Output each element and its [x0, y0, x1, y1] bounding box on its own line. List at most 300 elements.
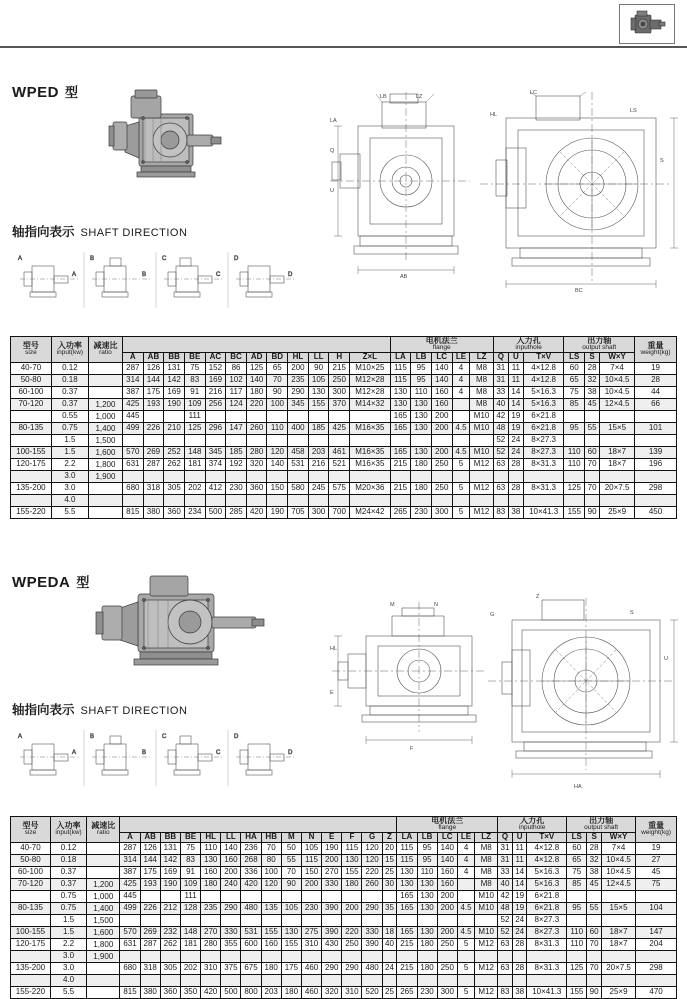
cell: 0.75 — [51, 422, 88, 434]
cell: 1,400 — [88, 422, 122, 434]
cell — [11, 434, 52, 446]
cell: 75 — [567, 866, 587, 878]
cell: 6×21.8 — [527, 902, 567, 914]
cell: 310 — [301, 938, 321, 950]
col-ratio-en-2: ratio — [96, 829, 110, 837]
col-la: LA — [397, 833, 417, 842]
cell: 0.37 — [51, 386, 88, 398]
cell: 570 — [123, 446, 144, 458]
col-output-group — [564, 337, 635, 353]
cell: 14 — [512, 878, 527, 890]
col-power-2 — [50, 817, 86, 843]
cell: 175 — [140, 866, 160, 878]
cell: 105 — [301, 842, 321, 854]
cell: 330 — [221, 926, 241, 938]
cell: 7×4 — [600, 362, 635, 374]
col-a: A — [123, 353, 144, 362]
cell: 131 — [160, 842, 180, 854]
cell: 10×4.5 — [601, 866, 635, 878]
cell — [475, 914, 498, 926]
cell: 160 — [431, 386, 452, 398]
cell: 150 — [267, 482, 288, 494]
cell — [636, 914, 677, 926]
cell — [587, 914, 602, 926]
cell: 160 — [437, 866, 457, 878]
cell: 110 — [411, 386, 432, 398]
col-ratio-cn: 减速比 — [93, 340, 118, 350]
cell — [457, 890, 474, 902]
cell — [205, 410, 226, 422]
cell: 70 — [585, 482, 600, 494]
cell: 44 — [635, 386, 677, 398]
cell — [523, 470, 564, 482]
cell: 345 — [205, 446, 226, 458]
cell: 5 — [452, 458, 470, 470]
cell — [140, 950, 160, 962]
cell: 110 — [567, 938, 587, 950]
cell: 180 — [342, 878, 362, 890]
cell: 5.5 — [50, 986, 86, 998]
cell: 250 — [437, 962, 457, 974]
cell: 40-70 — [11, 842, 51, 854]
cell: 252 — [164, 446, 185, 458]
cell — [143, 410, 164, 422]
header-row-1 — [11, 337, 677, 353]
cell: 63 — [493, 458, 508, 470]
cell — [585, 470, 600, 482]
cell: 130 — [411, 410, 432, 422]
cell: 31 — [498, 854, 513, 866]
cell: M8 — [475, 866, 498, 878]
cell — [437, 914, 457, 926]
cell: 48 — [498, 902, 513, 914]
cell: M12 — [470, 458, 493, 470]
col-size-cn-2: 型号 — [22, 820, 39, 830]
cell: 1,800 — [87, 938, 120, 950]
cell: 1,200 — [87, 878, 120, 890]
cell: 155 — [567, 986, 587, 998]
cell — [241, 974, 261, 986]
cell — [201, 974, 221, 986]
table-row — [11, 494, 677, 506]
cell: 28 — [587, 842, 602, 854]
cell: 110 — [567, 926, 587, 938]
cell: 140 — [431, 362, 452, 374]
cell: M8 — [470, 362, 493, 374]
cell — [267, 434, 288, 446]
col-ratio-cn-2: 减速比 — [91, 820, 116, 830]
cell: 460 — [301, 986, 321, 998]
cell: 115 — [390, 374, 411, 386]
cell: 193 — [143, 398, 164, 410]
cell: 40 — [382, 938, 397, 950]
cell — [382, 974, 397, 986]
cell: 180 — [246, 386, 267, 398]
table-row — [11, 890, 677, 902]
cell: 200 — [437, 926, 457, 938]
cell — [261, 914, 281, 926]
cell: 15×5 — [600, 422, 635, 434]
cell — [87, 866, 120, 878]
cell — [457, 914, 474, 926]
cell: 175 — [143, 386, 164, 398]
cell: 531 — [288, 458, 309, 470]
cell: 212 — [160, 902, 180, 914]
cell: 4×12.8 — [523, 362, 564, 374]
cell — [226, 434, 247, 446]
cell — [87, 974, 120, 986]
cell: 147 — [636, 926, 677, 938]
col-la: LA — [390, 353, 411, 362]
table-body-2 — [11, 842, 677, 998]
cell: 1.5 — [51, 434, 88, 446]
cell — [288, 494, 309, 506]
cell — [120, 974, 140, 986]
cell: 24 — [512, 926, 527, 938]
cell: 130 — [390, 386, 411, 398]
cell — [329, 494, 350, 506]
cell: M16×35 — [350, 458, 391, 470]
col-weight-en-2: weight(kg) — [641, 829, 672, 837]
cell: M10 — [475, 926, 498, 938]
section-title-text-2: WPEDA — [12, 574, 71, 591]
cell — [397, 974, 417, 986]
cell — [246, 470, 267, 482]
cell: 75 — [184, 362, 205, 374]
cell: 0.12 — [51, 362, 88, 374]
cell: 0.75 — [50, 902, 86, 914]
table-row — [11, 458, 677, 470]
cell: M12 — [470, 506, 493, 518]
col-size-cn: 型号 — [22, 340, 39, 350]
cell: M12 — [475, 962, 498, 974]
cell: 300 — [329, 386, 350, 398]
cell: 2.2 — [50, 938, 86, 950]
cell: 1.5 — [50, 914, 86, 926]
cell: 0.37 — [50, 866, 86, 878]
cell: 350 — [180, 986, 200, 998]
cell: 500 — [221, 986, 241, 998]
table-row — [11, 950, 677, 962]
shaft-direction-diagrams-wped — [10, 252, 300, 312]
cell: 10×41.3 — [523, 506, 564, 518]
cell: 65 — [567, 854, 587, 866]
spec-table-wpeda — [10, 816, 677, 999]
cell — [564, 470, 585, 482]
header-row-1-b — [11, 817, 677, 833]
cell: M8 — [470, 386, 493, 398]
cell — [342, 914, 362, 926]
cell: 130 — [411, 422, 432, 434]
section-title-text: WPED — [12, 84, 59, 101]
cell: 110 — [267, 422, 288, 434]
cell — [350, 470, 391, 482]
cell: 95 — [417, 842, 437, 854]
table-row — [11, 914, 677, 926]
cell — [322, 914, 342, 926]
cell: 210 — [164, 422, 185, 434]
cell: 60 — [587, 926, 602, 938]
col-power-cn-2: 入功率 — [56, 820, 81, 830]
cell: 345 — [288, 398, 309, 410]
col-u: U — [508, 353, 523, 362]
cell: 320 — [246, 458, 267, 470]
cell: 63 — [493, 482, 508, 494]
cell: 0.12 — [50, 842, 86, 854]
cell: 287 — [120, 842, 140, 854]
cell — [261, 890, 281, 902]
cell: 460 — [301, 962, 321, 974]
cell: 420 — [241, 878, 261, 890]
cell: 120 — [362, 854, 382, 866]
table-row — [11, 422, 677, 434]
product-image-wped — [95, 82, 235, 192]
cell: 165 — [397, 890, 417, 902]
cell: 130 — [417, 878, 437, 890]
cell: 130 — [417, 890, 437, 902]
cell: 216 — [308, 458, 329, 470]
cell — [201, 890, 221, 902]
cell — [527, 974, 567, 986]
cell: 165 — [390, 422, 411, 434]
cell — [329, 434, 350, 446]
cell — [601, 914, 635, 926]
cell: 28 — [508, 482, 523, 494]
col-hl: HL — [288, 353, 309, 362]
cell: 40 — [493, 398, 508, 410]
cell: 8×27.3 — [523, 434, 564, 446]
cell: 95 — [567, 902, 587, 914]
cell: 95 — [564, 422, 585, 434]
cell — [329, 470, 350, 482]
svg-text:A: A — [18, 734, 23, 740]
cell: 52 — [493, 434, 508, 446]
cell: 100-155 — [11, 446, 52, 458]
cell: 269 — [143, 446, 164, 458]
cell: 11 — [508, 362, 523, 374]
col-dimensions-spacer — [123, 337, 391, 353]
cell: 19 — [636, 842, 677, 854]
cell: 8×31.3 — [527, 938, 567, 950]
cell — [160, 890, 180, 902]
cell: 126 — [143, 362, 164, 374]
cell — [267, 494, 288, 506]
cell: 330 — [322, 878, 342, 890]
cell: 155-220 — [11, 986, 51, 998]
cell: 140 — [431, 374, 452, 386]
cell: 4.0 — [50, 974, 86, 986]
cell: 45 — [585, 398, 600, 410]
cell — [87, 842, 120, 854]
cell — [457, 974, 474, 986]
cell: 280 — [201, 938, 221, 950]
cell — [143, 494, 164, 506]
cell: 380 — [143, 506, 164, 518]
cell: 390 — [322, 902, 342, 914]
table-head-2 — [11, 817, 677, 843]
cell: 14 — [508, 386, 523, 398]
cell: 200 — [431, 446, 452, 458]
cell: 181 — [180, 938, 200, 950]
cell: 19 — [508, 410, 523, 422]
cell: M16×35 — [350, 446, 391, 458]
cell: 18×7 — [600, 458, 635, 470]
cell: 95 — [417, 854, 437, 866]
col-hl: HL — [201, 833, 221, 842]
cell — [164, 410, 185, 422]
cell: 55 — [281, 854, 301, 866]
cell: 185 — [308, 422, 329, 434]
cell: 60-100 — [11, 386, 52, 398]
cell: 55 — [587, 902, 602, 914]
col-ll: LL — [221, 833, 241, 842]
cell — [523, 494, 564, 506]
cell: 5 — [457, 986, 474, 998]
cell: 420 — [201, 986, 221, 998]
cell: 95 — [411, 362, 432, 374]
cell: 215 — [397, 962, 417, 974]
cell: 181 — [184, 458, 205, 470]
cell: 165 — [397, 902, 417, 914]
cell — [350, 434, 391, 446]
cell: 5×16.3 — [527, 878, 567, 890]
table-row — [11, 974, 677, 986]
cell — [417, 950, 437, 962]
svg-text:C: C — [162, 256, 167, 262]
col-s: S — [585, 353, 600, 362]
cell — [350, 494, 391, 506]
cell — [205, 470, 226, 482]
cell — [587, 890, 602, 902]
col-u: U — [512, 833, 527, 842]
cell — [88, 482, 122, 494]
svg-text:S: S — [660, 158, 664, 164]
cell — [382, 890, 397, 902]
table-row — [11, 866, 677, 878]
cell — [411, 494, 432, 506]
cell: 110 — [564, 458, 585, 470]
cell: M12 — [470, 482, 493, 494]
cell — [475, 950, 498, 962]
cell: 461 — [329, 446, 350, 458]
cell: 226 — [143, 422, 164, 434]
cell: 200 — [322, 854, 342, 866]
svg-text:G: G — [490, 612, 495, 618]
cell — [567, 950, 587, 962]
cell — [567, 914, 587, 926]
svg-text:U: U — [664, 656, 668, 662]
cell: 200 — [431, 422, 452, 434]
cell — [498, 950, 513, 962]
cell: 83 — [498, 986, 513, 998]
cell: 387 — [123, 386, 144, 398]
cell: 155 — [342, 866, 362, 878]
cell — [11, 470, 52, 482]
cell — [11, 410, 52, 422]
col-f: F — [342, 833, 362, 842]
cell — [246, 494, 267, 506]
cell: 265 — [390, 506, 411, 518]
cell: M12×28 — [350, 386, 391, 398]
cell: 202 — [184, 482, 205, 494]
cell — [362, 974, 382, 986]
cell: 425 — [123, 398, 144, 410]
shaft-direction-en-2: SHAFT DIRECTION — [80, 705, 188, 717]
cell: 28 — [635, 374, 677, 386]
col-ls: LS — [564, 353, 585, 362]
cell: 33 — [498, 866, 513, 878]
cell: 290 — [221, 902, 241, 914]
cell — [288, 470, 309, 482]
cell: 31 — [493, 374, 508, 386]
cell: 85 — [564, 398, 585, 410]
cell: 425 — [120, 878, 140, 890]
cell — [362, 890, 382, 902]
cell: 30 — [382, 878, 397, 890]
cell: 180 — [281, 986, 301, 998]
cell: 175 — [281, 962, 301, 974]
col-weight-cn-2: 重量 — [648, 820, 665, 830]
cell — [288, 434, 309, 446]
svg-text:D: D — [288, 272, 293, 278]
cell: 300 — [431, 506, 452, 518]
section-title-cn: 型 — [65, 85, 79, 100]
cell — [322, 890, 342, 902]
cell: 128 — [180, 902, 200, 914]
cell: 521 — [329, 458, 350, 470]
cell: M10 — [475, 890, 498, 902]
cell — [585, 434, 600, 446]
col-bd: BD — [267, 353, 288, 362]
cell: 190 — [164, 398, 185, 410]
col-q: Q — [493, 353, 508, 362]
cell — [88, 374, 122, 386]
col-lc: LC — [437, 833, 457, 842]
cell: 20×7.5 — [601, 962, 635, 974]
cell: 230 — [411, 506, 432, 518]
cell: 450 — [635, 506, 677, 518]
cell — [140, 890, 160, 902]
col-inputhole-cn-2: 入力孔 — [520, 816, 545, 825]
cell — [246, 434, 267, 446]
cell: 200 — [301, 878, 321, 890]
cell: 387 — [120, 866, 140, 878]
cell: 245 — [308, 482, 329, 494]
cell: 203 — [308, 446, 329, 458]
cell — [160, 950, 180, 962]
table-row — [11, 902, 677, 914]
col-ratio-2 — [87, 817, 120, 843]
cell: M8 — [470, 398, 493, 410]
col-size-en-2: size — [24, 829, 37, 837]
col-lz: LZ — [475, 833, 498, 842]
cell: 110 — [564, 446, 585, 458]
cell: 6×21.8 — [523, 422, 564, 434]
svg-text:E: E — [330, 690, 334, 696]
cell: 4×12.8 — [527, 842, 567, 854]
cell: M12 — [475, 938, 498, 950]
cell: 420 — [246, 506, 267, 518]
svg-text:C: C — [162, 734, 167, 740]
cell: 193 — [140, 878, 160, 890]
col-inputhole-group — [493, 337, 564, 353]
cell: 70 — [267, 374, 288, 386]
svg-text:HL: HL — [330, 646, 338, 652]
cell: 19 — [512, 890, 527, 902]
cell: 300 — [308, 506, 329, 518]
cell: 75 — [180, 842, 200, 854]
cell — [362, 914, 382, 926]
